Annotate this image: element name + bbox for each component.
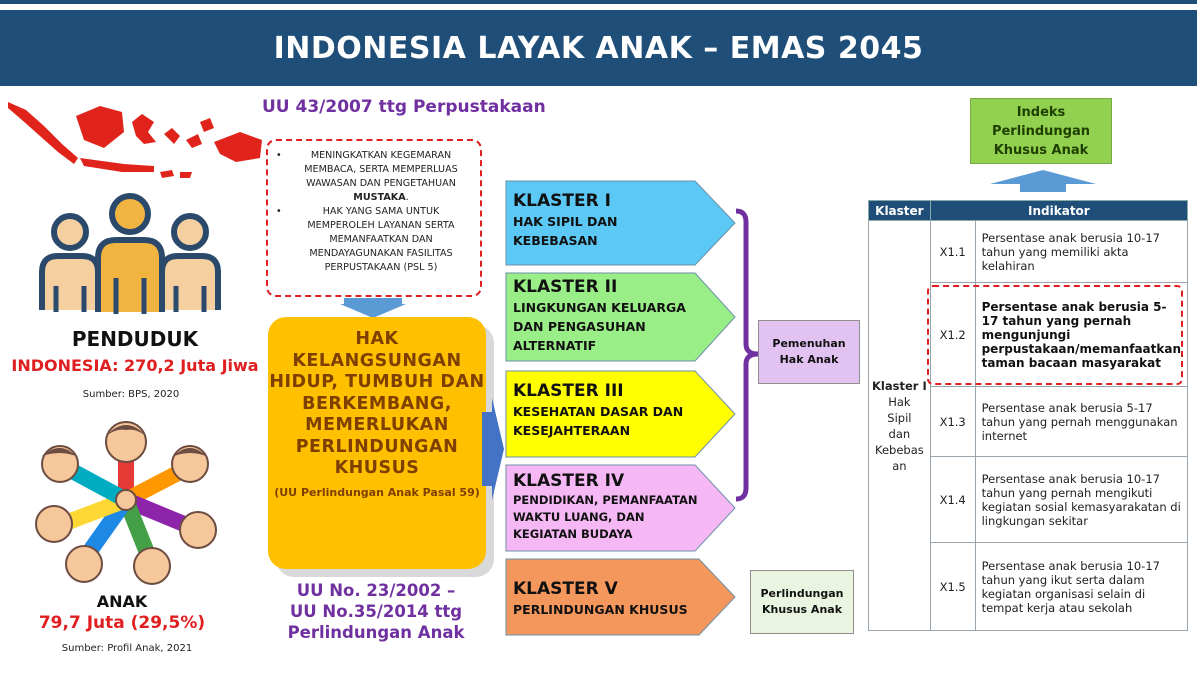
right-arrow-icon <box>482 398 504 500</box>
klaster-1-title: KLASTER I <box>513 191 611 211</box>
children-circle-icon <box>26 412 226 590</box>
indikator-code: X1.1 <box>930 221 975 283</box>
indikator-code: X1.3 <box>930 387 975 457</box>
pemenuhan-hak-anak-box: Pemenuhan Hak Anak <box>758 320 860 384</box>
indikator-text: Persentase anak berusia 10-17 tahun yang memiliki akta kelahiran <box>975 221 1187 283</box>
perlindungan-khusus-box: Perlindungan Khusus Anak <box>750 570 854 634</box>
anak-source: Sumber: Profil Anak, 2021 <box>61 643 193 654</box>
indikator-text: Persentase anak berusia 10-17 tahun yang ikut serta dalam kegiatan organisasi selain di tempat kerja atau sekolah <box>975 543 1187 631</box>
indikator-code: X1.4 <box>930 457 975 543</box>
indikator-code: X1.2 <box>930 283 975 387</box>
penduduk-count: INDONESIA: 270,2 Juta Jiwa <box>11 356 259 375</box>
indeks-box: Indeks Perlindungan Khusus Anak <box>970 98 1112 164</box>
penduduk-source: Sumber: BPS, 2020 <box>82 389 180 400</box>
klaster-5-sub: PERLINDUNGAN KHUSUS <box>513 602 688 617</box>
indikator-text: Persentase anak berusia 5-17 tahun yang pernah menggunakan internet <box>975 387 1187 457</box>
klaster-5 <box>505 558 737 636</box>
klaster-cell <box>869 221 931 631</box>
klaster-cell-title: Klaster I <box>872 378 927 393</box>
law-perpustakaan: UU 43/2007 ttg Perpustakaan <box>262 97 546 117</box>
klaster-1 <box>505 180 737 266</box>
highlight-x1-2 <box>927 285 1183 385</box>
klaster-2-sub: LINGKUNGAN KELUARGA DAN PENGASUHAN ALTERNATIF <box>513 300 686 353</box>
mustaka-point-2: • HAK YANG SAMA UNTUK MEMPEROLEH LAYANAN SERTA MEMANFAATKAN DAN MENDAYAGUNAKAN FASILITAS PERPUSTAKAAN (PSL 5) <box>280 205 474 275</box>
klaster-2-title: KLASTER II <box>513 277 618 297</box>
people-icon <box>36 190 224 318</box>
klaster-1-sub: HAK SIPIL DAN KEBEBASAN <box>513 214 618 248</box>
klaster-4-title: KLASTER IV <box>513 471 625 491</box>
page-title: INDONESIA LAYAK ANAK – EMAS 2045 <box>0 10 1197 86</box>
indikator-text: Persentase anak berusia 5-17 tahun yang pernah mengunjungi perpustakaan/memanfaatkan taman bacaan masyarakat <box>975 283 1187 387</box>
header-klaster: Klaster <box>869 201 931 221</box>
table-header-row <box>869 201 1188 221</box>
klaster-5-title: KLASTER V <box>513 579 618 599</box>
hak-box <box>268 317 486 569</box>
klaster-4-sub: PENDIDIKAN, PEMANFAATAN WAKTU LUANG, DAN KEGIATAN BUDAYA <box>513 493 698 541</box>
klaster-cell-desc: Hak Sipil dan Kebebas an <box>875 394 924 473</box>
anak-count: 79,7 Juta (29,5%) <box>38 613 206 633</box>
top-rule <box>0 0 1197 4</box>
hak-main-text: HAK KELANGSUNGAN HIDUP, TUMBUH DAN BERKEMBANG, MEMERLUKAN PERLINDUNGAN KHUSUS <box>269 329 485 478</box>
header-indikator: Indikator <box>930 201 1187 221</box>
mustaka-point-1: • MENINGKATKAN KEGEMARAN MEMBACA, SERTA MEMPERLUAS WAWASAN DAN PENGETAHUAN MUSTAKA. <box>280 149 474 205</box>
down-arrow-icon <box>340 298 406 318</box>
law-perlindungan-anak: UU No. 23/2002 – UU No.35/2014 ttg Perlindungan Anak <box>287 581 465 642</box>
klaster-3 <box>505 370 737 458</box>
klaster-3-title: KLASTER III <box>513 381 624 401</box>
mustaka-box <box>266 139 482 297</box>
hak-sub-text: (UU Perlindungan Anak Pasal 59) <box>274 485 480 499</box>
indikator-code: X1.5 <box>930 543 975 631</box>
klaster-2 <box>505 272 737 362</box>
klaster-4 <box>505 464 737 552</box>
indonesia-map-icon <box>4 92 266 184</box>
indikator-table <box>868 200 1188 631</box>
penduduk-label: PENDUDUK <box>71 327 199 351</box>
indikator-text: Persentase anak berusia 10-17 tahun yang pernah mengikuti kegiatan sosial kemasyarakatan di lingkungan sekitar <box>975 457 1187 543</box>
up-arrow-icon <box>990 170 1096 192</box>
klaster-3-sub: KESEHATAN DASAR DAN KESEJAHTERAAN <box>513 404 684 438</box>
table-row <box>869 221 1188 283</box>
anak-label: ANAK <box>96 592 148 611</box>
